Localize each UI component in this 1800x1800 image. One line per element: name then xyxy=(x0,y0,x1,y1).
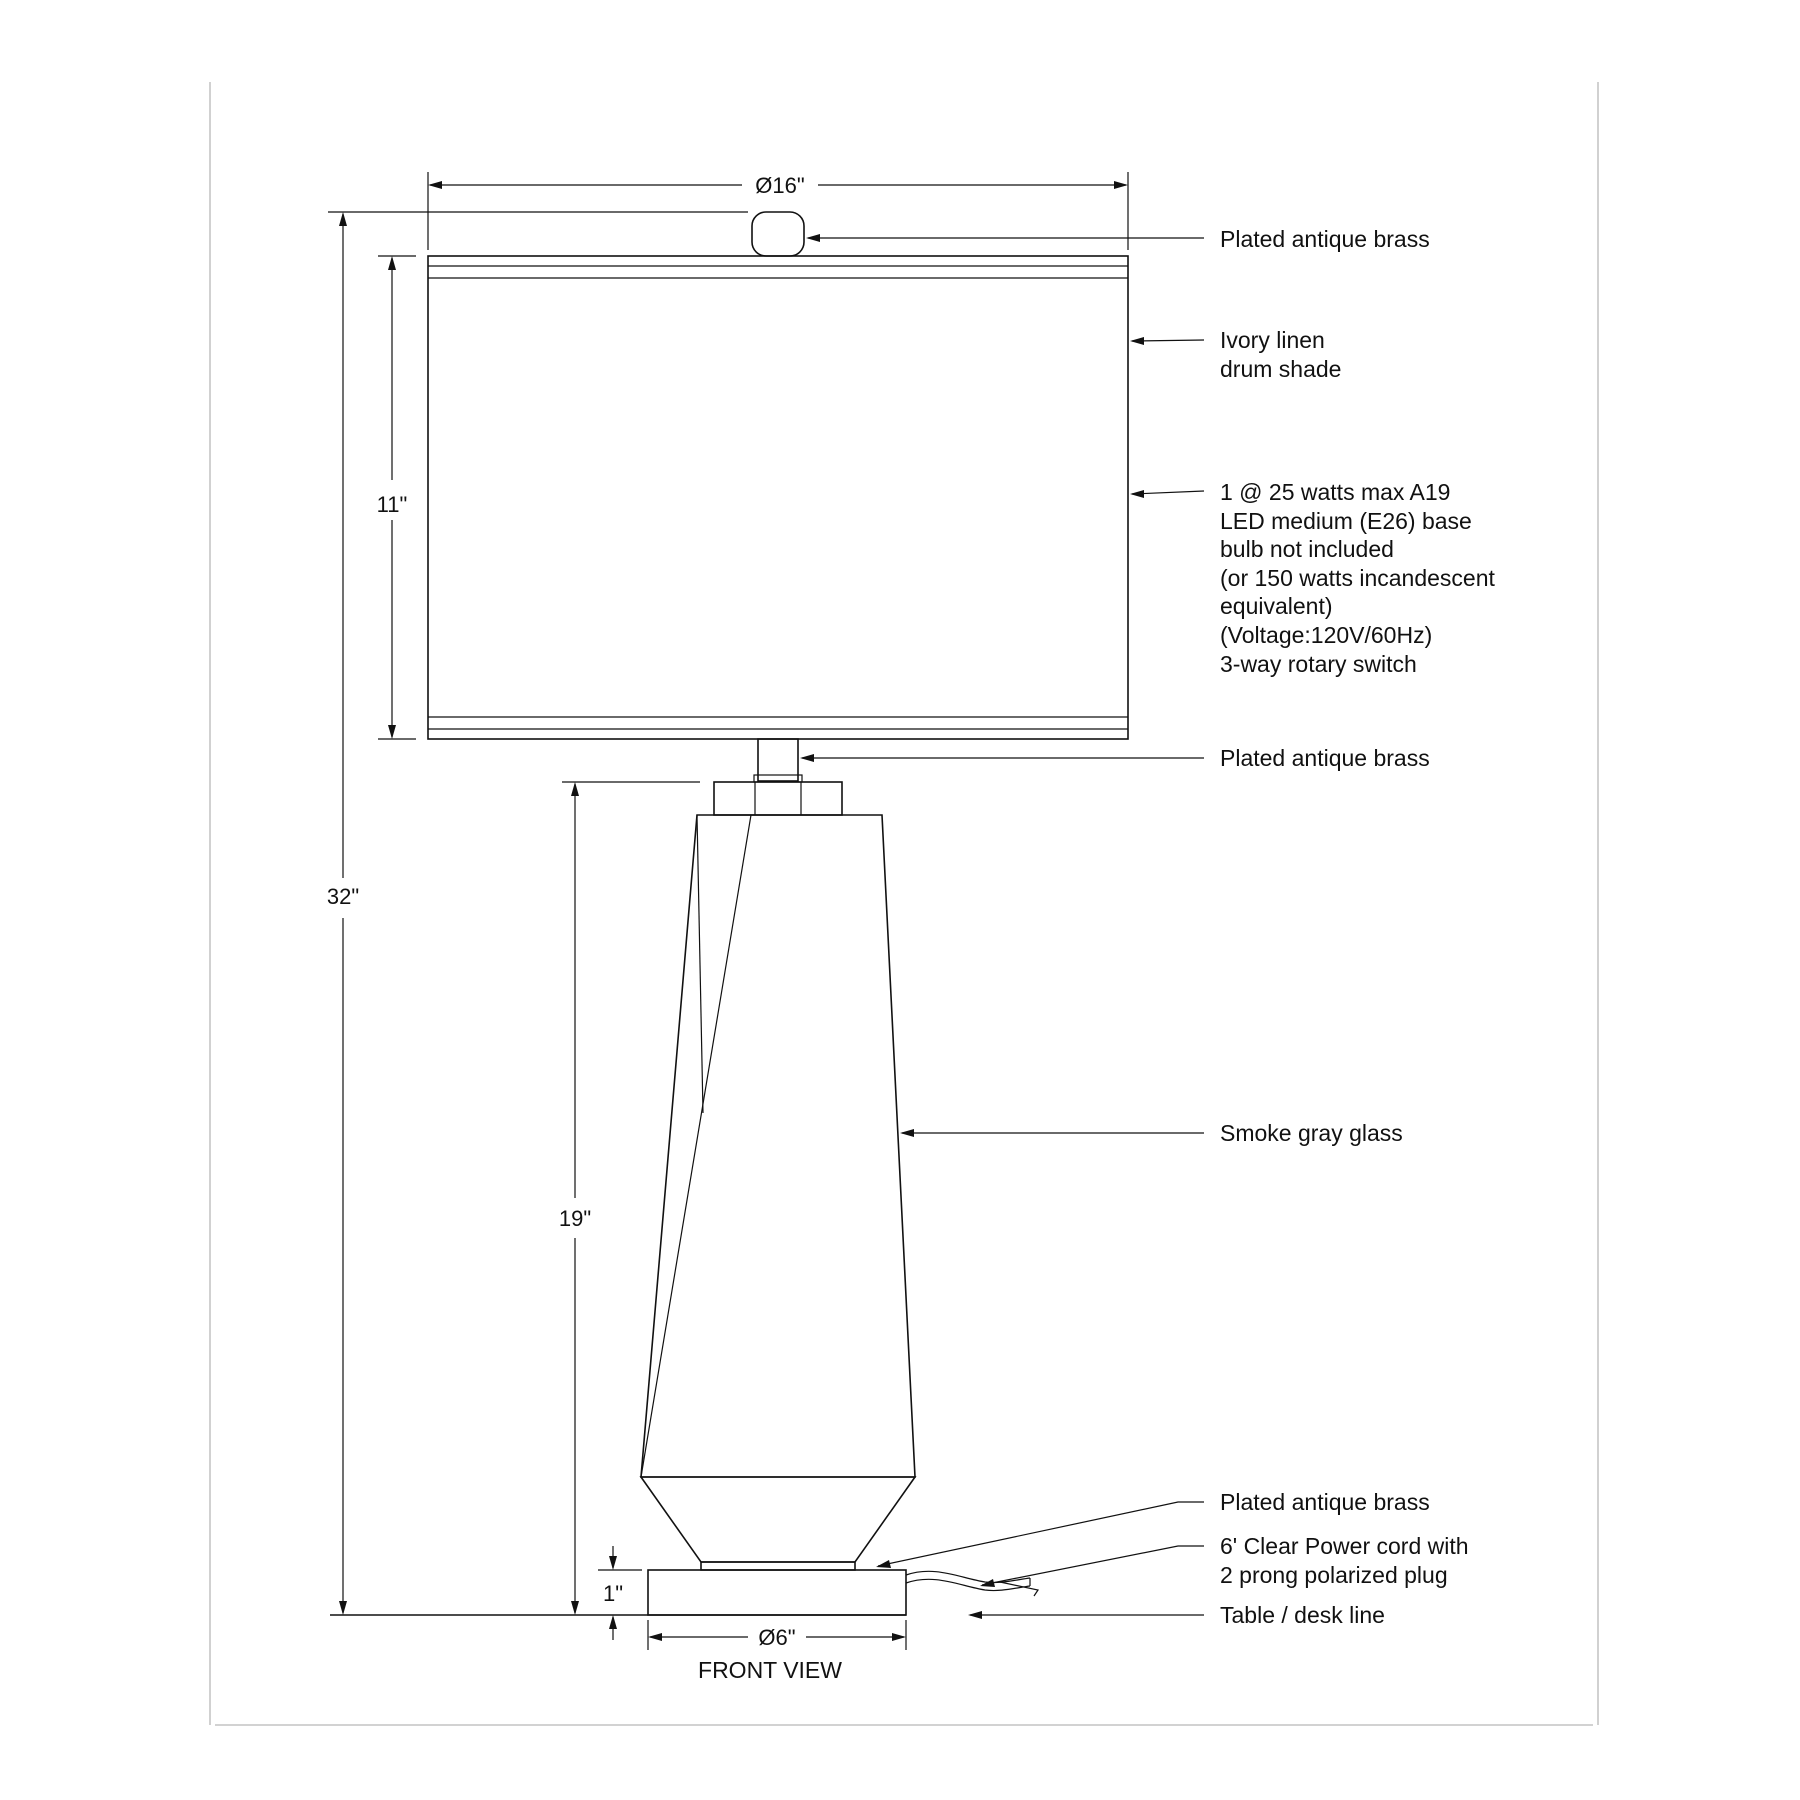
dim-plinth-height xyxy=(598,1546,642,1640)
callout-leaders xyxy=(800,234,1204,1619)
base-height-label: 19" xyxy=(558,1206,592,1231)
callout-body: Smoke gray glass xyxy=(1220,1120,1403,1146)
callout-finial: Plated antique brass xyxy=(1220,226,1430,252)
base-diameter-label: Ø6" xyxy=(758,1625,796,1650)
drum-shade xyxy=(428,256,1128,739)
overall-height-label: 32" xyxy=(326,884,360,909)
dim-base-diameter xyxy=(648,1620,906,1650)
dim-shade-height xyxy=(377,256,416,739)
dim-base-height xyxy=(559,782,700,1615)
callout-foot: Plated antique brass xyxy=(1220,1489,1430,1515)
shade-height-label: 11" xyxy=(376,492,408,517)
collar xyxy=(714,782,842,815)
foot-ring xyxy=(701,1562,855,1570)
callout-cord: 6' Clear Power cord with 2 prong polarized plug xyxy=(1220,1533,1469,1588)
power-cord xyxy=(906,1571,1038,1596)
callout-shade: Ivory linen drum shade xyxy=(1220,327,1342,382)
page-frame xyxy=(210,82,1598,1725)
callout-neck: Plated antique brass xyxy=(1220,745,1430,771)
plinth-height-label: 1" xyxy=(602,1581,624,1606)
callout-bulb: 1 @ 25 watts max A19 LED medium (E26) base bulb not included (or 150 watts incandescent equivalent) (Voltage:120V/60Hz) 3-way rotary switch xyxy=(1220,479,1495,677)
glass-body xyxy=(641,815,915,1562)
lamp-outline xyxy=(330,212,1128,1615)
shade-diameter-label: Ø16" xyxy=(755,173,805,198)
dim-overall-height xyxy=(327,212,748,1615)
callout-table: Table / desk line xyxy=(1220,1602,1385,1628)
plinth xyxy=(648,1570,906,1615)
front-view-label: FRONT VIEW xyxy=(698,1657,842,1683)
callout-texts xyxy=(1220,226,1501,1628)
finial xyxy=(752,212,804,256)
